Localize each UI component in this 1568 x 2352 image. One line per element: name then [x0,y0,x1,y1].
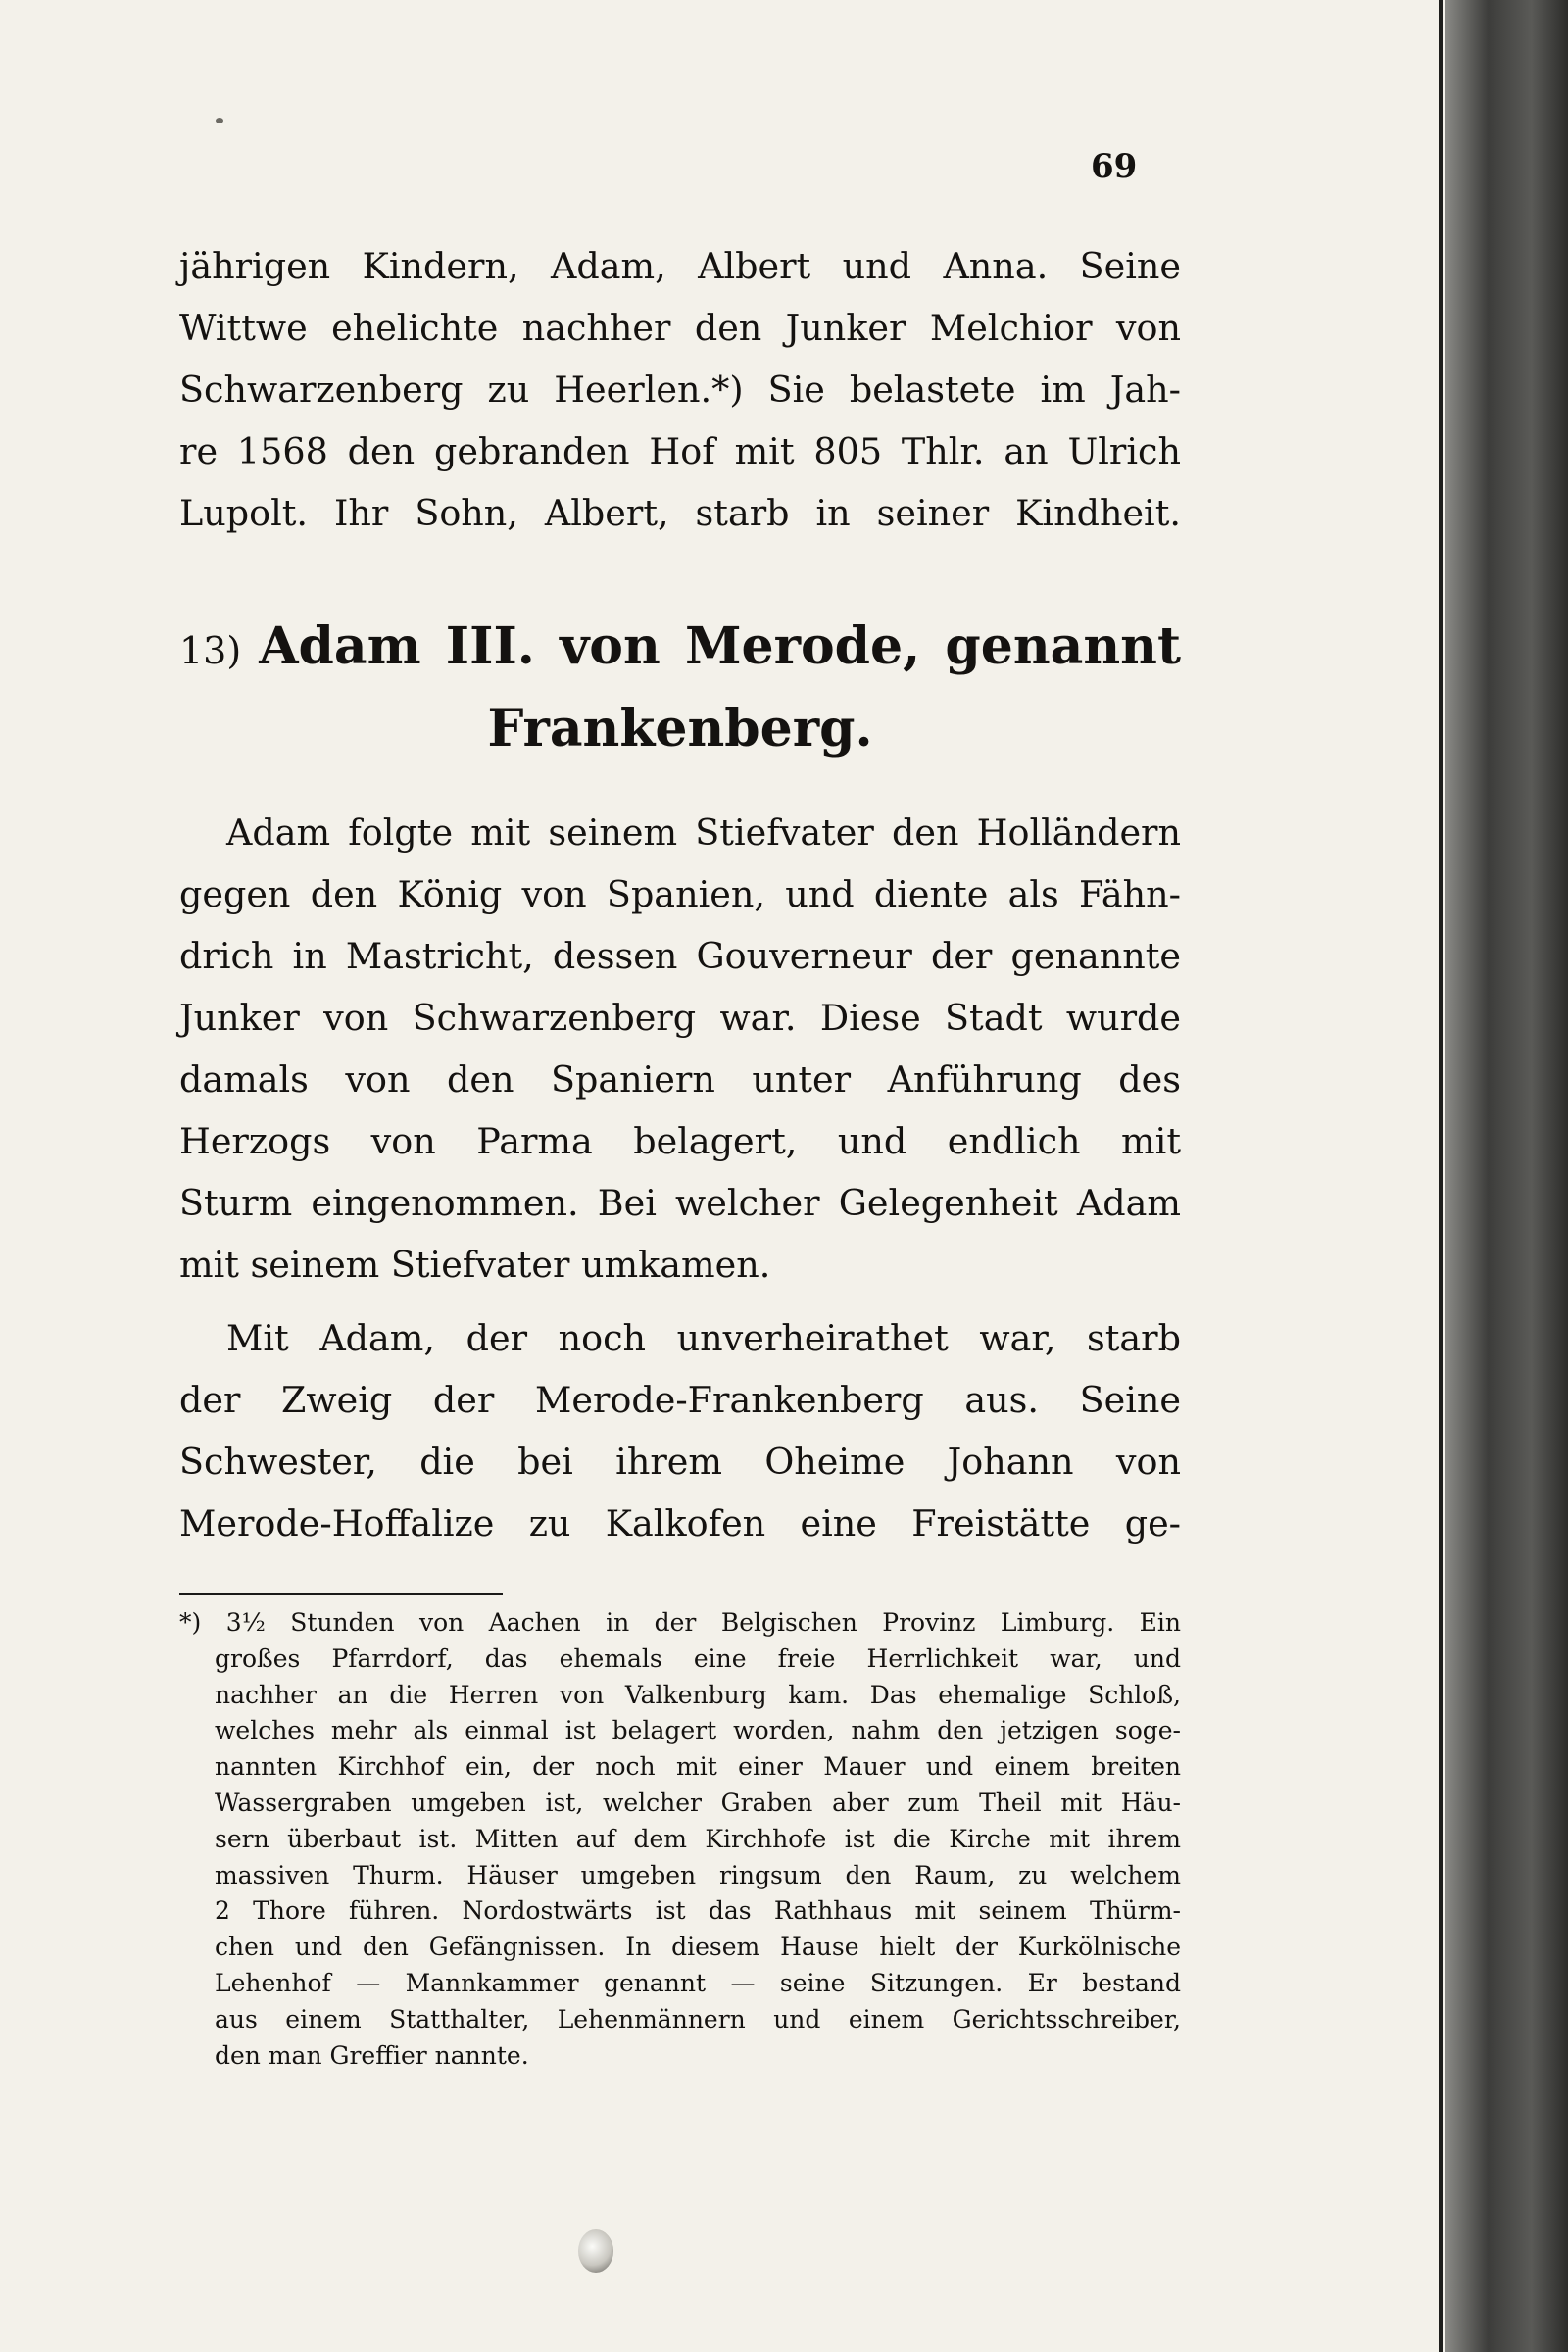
footnote-line: sern überbaut ist. Mitten auf dem Kirchhofe ist die Kirche mit ihrem [215,1824,1181,1853]
text-line: der Zweig der Merode-Frankenberg aus. Seine [179,1379,1181,1421]
section-number: 13) [179,629,242,672]
footnote-line: den man Greffier nannte. [215,2040,529,2070]
paragraph-2 [179,802,1181,1296]
text-line: Merode-Hoffalize zu Kalkofen eine Freistätte ge- [179,1502,1181,1544]
footnote-line: großes Pfarrdorf, das ehemals eine freie Herrlichkeit war, und [215,1643,1181,1673]
text-line: drich in Mastricht, dessen Gouverneur der genannte [179,935,1181,977]
text-line: Junker von Schwarzenberg war. Diese Stadt wurde [179,997,1181,1039]
footnote-line: nannten Kirchhof ein, der noch mit einer Mauer und einem breiten [215,1752,1181,1782]
paper-blemish [578,2230,613,2273]
paragraph-1 [179,235,1181,544]
text-line: Wittwe ehelichte nachher den Junker Melchior von [179,307,1181,349]
speck [216,118,223,123]
footnote [179,1605,1181,2074]
footnote-line: massiven Thurm. Häuser umgeben ringsum den Raum, zu welchem [215,1860,1181,1889]
footnote-line: Lehenhof — Mannkammer genannt — seine Sitzungen. Er bestand [215,1968,1181,1997]
text-line: re 1568 den gebranden Hof mit 805 Thlr. an Ulrich [179,430,1181,472]
page-edge [1439,0,1443,2352]
text-line: Sturm eingenommen. Bei welcher Gelegenheit Adam [179,1182,1181,1224]
footnote-divider [179,1592,503,1595]
footnote-line: 2 Thore führen. Nordostwärts ist das Rathhaus mit seinem Thürm- [215,1896,1181,1926]
heading-line-2: Frankenberg. [487,699,873,759]
scan-shadow [1446,0,1568,2352]
footnote-line: aus einem Statthalter, Lehenmännern und einem Gerichtsschreiber, [215,2004,1181,2034]
footnote-line: chen und den Gefängnissen. In diesem Hause hielt der Kurkölnische [215,1933,1181,1962]
text-line: Herzogs von Parma belagert, und endlich mit [179,1120,1181,1162]
footnote-line: nachher an die Herren von Valkenburg kam. Das ehemalige Schloß, [215,1680,1181,1709]
footnote-line: welches mehr als einmal ist belagert worden, nahm den jetzigen soge- [215,1716,1181,1745]
text-line: Mit Adam, der noch unverheirathet war, starb [226,1317,1181,1359]
text-line: Schwester, die bei ihrem Oheime Johann von [179,1441,1181,1483]
page-number: 69 [1091,147,1138,186]
paragraph-3 [179,1307,1181,1554]
text-line: jährigen Kindern, Adam, Albert und Anna. Seine [179,245,1181,287]
text-line: damals von den Spaniern unter Anführung des [179,1058,1181,1101]
text-line: Lupolt. Ihr Sohn, Albert, starb in seiner Kindheit. [179,492,1181,534]
text-line: Schwarzenberg zu Heerlen.*) Sie belastete im Jah- [179,368,1181,411]
footnote-line: *) 3½ Stunden von Aachen in der Belgischen Provinz Limburg. Ein [179,1608,1181,1637]
text-line: Adam folgte mit seinem Stiefvater den Holländern [226,811,1181,854]
text-line: mit seinem Stiefvater umkamen. [179,1244,771,1286]
text-line: gegen den König von Spanien, und diente als Fähn- [179,873,1181,915]
footnote-line: Wassergraben umgeben ist, welcher Graben aber zum Theil mit Häu- [215,1788,1181,1817]
heading-line-1: Adam III. von Merode, genannt [259,616,1181,676]
section-heading [179,608,1181,768]
